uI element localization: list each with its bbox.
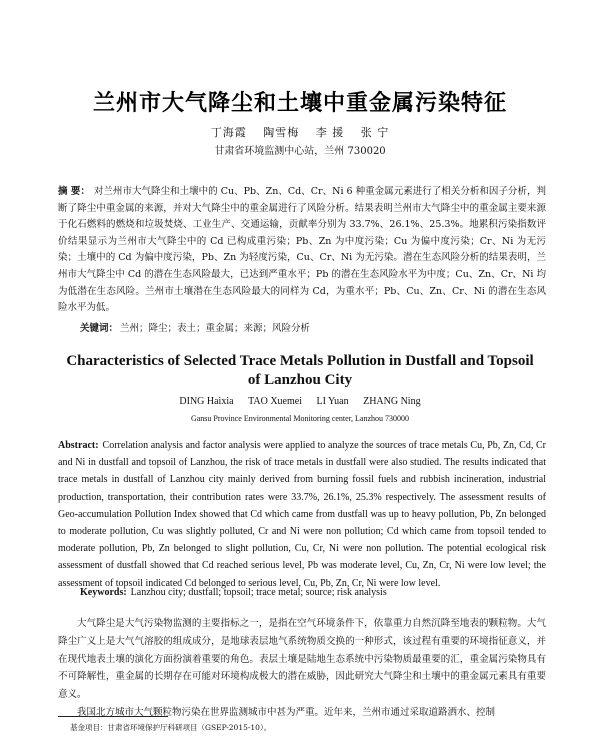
english-title: Characteristics of Selected Trace Metals Pollution in Dustfall and Topsoil of Lanzhou City bbox=[66, 353, 534, 388]
chinese-keywords-text: 兰州；降尘；表土；重金属；来源；风险分析 bbox=[120, 323, 311, 334]
english-abstract-label: Abstract: bbox=[58, 440, 99, 451]
chinese-keywords-label: 关键词： bbox=[80, 323, 119, 334]
chinese-abstract-label: 摘 要： bbox=[58, 186, 90, 197]
author: LI Yuan bbox=[316, 396, 349, 407]
chinese-abstract-text: 对兰州市大气降尘和土壤中的 Cu、Pb、Zn、Cd、Cr、Ni 6 种重金属元素进行了相关分析和因子分析，判断了降尘中重金属的来源，并对大气降尘中的重金属进行了风险分析。结果表明兰州市大气降尘中的重金属主要来源于化石燃料的燃烧和垃圾焚烧、工业生产、交通运输，贡献率分别为 33.7%、26.1%、25.3%。地累积污染指数评价结果显示为兰州市大气降尘中的 Cd 已构成重污染；Pb、Zn 为中度污染；Cu 为偏中度污染；Cr、Ni 为无污染；土壤中的 Cd 为偏中度污染，Pb、Zn 为轻度污染，Cu、Cr、Ni 为无污染。潜在生态风险分析的结果表明，兰州市大气降尘中 Cd 的潜在生态风险最大，已达到严重水平；Pb 的潜在生态风险水平为中度；Cu、Zn、Cr、Ni 均为低潜在生态风险。兰州市土壤潜在生态风险最大的同样为 Cd，为重水平；Pb、Cu、Zn、Cr、Ni 的潜在生态风险水平为低。 bbox=[58, 186, 546, 314]
author: DING Haixia bbox=[179, 396, 234, 407]
english-keywords-text: Lanzhou city; dustfall; topsoil; trace metal; source; risk analysis bbox=[130, 587, 387, 598]
author: 陶雪梅 bbox=[263, 126, 300, 139]
chinese-abstract bbox=[58, 184, 546, 317]
english-authors bbox=[0, 396, 600, 407]
english-affiliation: Gansu Province Environmental Monitoring center, Lanzhou 730000 bbox=[190, 414, 410, 423]
body-text bbox=[58, 615, 546, 722]
chinese-affiliation: 甘肃省环境监测中心站，兰州 730020 bbox=[214, 146, 386, 157]
chinese-keywords bbox=[80, 322, 310, 336]
chinese-title: 兰州市大气降尘和土壤中重金属污染特征 bbox=[92, 91, 507, 116]
footnote: 基金项目：甘肃省环境保护厅科研项目（GSEP-2015-10）。 bbox=[70, 723, 272, 732]
author: 张 宁 bbox=[360, 126, 390, 139]
author: TAO Xuemei bbox=[248, 396, 302, 407]
body-paragraph: 我国北方城市大气颗粒物污染在世界监测城市中甚为严重。近年来，兰州市通过采取道路洒水、控制 bbox=[77, 706, 496, 718]
english-abstract-text: Correlation analysis and factor analysis were applied to analyze the sources of trace metals Cu, Pb, Zn, Cd, Cr and Ni in dustfall and topsoil of Lanzhou, the risk of trace metals in dustfall were also studied. The results indicated that trace metals in dustfall of Lanzhou city mainly derived from burning fossil fuels and rubbish incineration, industrial production, transportation, their contribution rates were 33.7%, 26.1%, 25.3% respectively. The assessment results of Geo-accumulation Pollution Index showed that Cd which came from dustfall was up to heavy pollution, Pb, Zn belonged to moderate pollution, Cu was slightly polluted, Cr and Ni were non pollution; Cd which came from topsoil tended to moderate pollution, Pb, Zn belonged to slight pollution, Cu, Cr, Ni were non pollution. The potential ecological risk assessment of dustfall showed that Cd reached serious level, Pb was moderate level, Cu, Zn, Cr, Ni were low level; the assessment of topsoil indicated Cd belonged to serious level, Cu, Pb, Zn, Cr, Ni were low level. bbox=[58, 440, 546, 589]
english-keywords bbox=[80, 587, 387, 598]
chinese-authors bbox=[0, 124, 600, 140]
author: 李 援 bbox=[315, 126, 345, 139]
author: ZHANG Ning bbox=[363, 396, 421, 407]
body-paragraph: 大气降尘是大气污染物监测的主要指标之一，是指在空气环境条件下，依靠重力自然沉降至地表的颗粒物。大气降尘广义上是大气气溶胶的组成成分，是地球表层地气系统物质交换的一种形式，该过程有重要的环境指征意义，并在现代地表土壤的演化方面扮演着重要的角色。表层土壤是陆地生态系统中污染物质最重要的汇，重金属污染物具有不可降解性，重金属的长期存在可能对环境构成极大的潜在威胁，因此研究大气降尘和土壤中的重金属元素具有重要意义。 bbox=[58, 618, 546, 701]
footnote-divider bbox=[58, 716, 168, 717]
english-keywords-label: Keywords: bbox=[80, 587, 127, 598]
english-abstract bbox=[58, 437, 546, 592]
author: 丁海霞 bbox=[210, 126, 247, 139]
